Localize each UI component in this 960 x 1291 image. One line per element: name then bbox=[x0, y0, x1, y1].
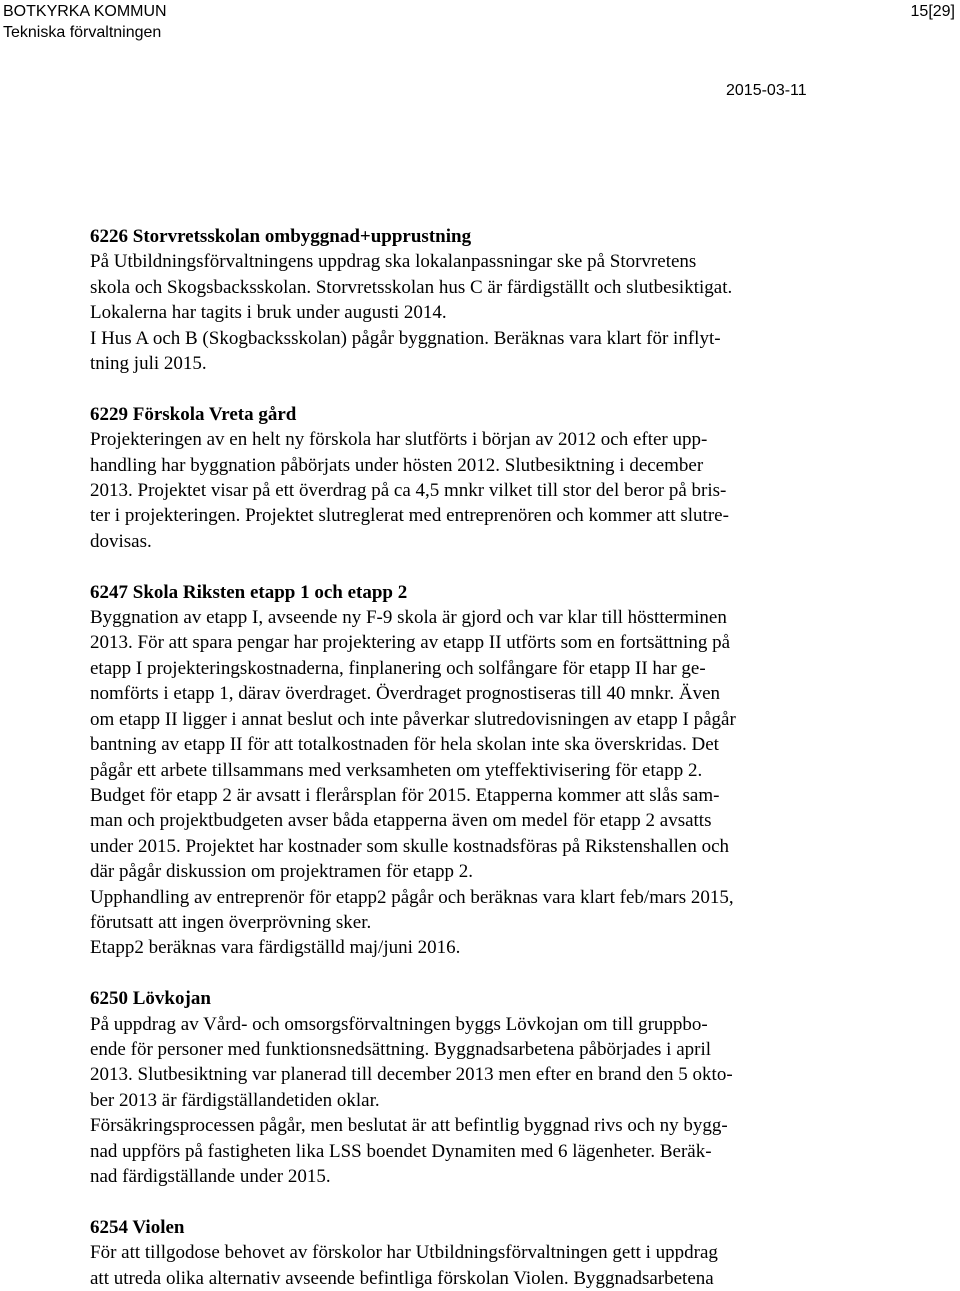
section-heading: 6250 Lövkojan bbox=[90, 988, 211, 1010]
body-line: att utreda olika alternativ avseende befintliga förskolan Violen. Byggnadsarbetena bbox=[90, 1267, 714, 1289]
body-line: dovisas. bbox=[90, 530, 152, 552]
body-line: förutsatt att ingen överprövning sker. bbox=[90, 911, 372, 933]
body-line: man och projektbudgeten avser båda etapperna även om medel för etapp 2 avsatts bbox=[90, 810, 712, 832]
section-gap bbox=[90, 1189, 890, 1214]
body-line: För att tillgodose behovet av förskolor har Utbildningsförvaltningen gett i uppdrag bbox=[90, 1242, 718, 1264]
body-line: där pågår diskussion om projektramen för etapp 2. bbox=[90, 861, 474, 883]
body-line: ter i projekteringen. Projektet slutreglerat med entreprenören och kommer att slutre- bbox=[90, 505, 729, 527]
body-line: om etapp II ligger i annat beslut och inte påverkar slutredovisningen av etapp I pågår bbox=[90, 708, 736, 730]
organization-name: BOTKYRKA KOMMUN bbox=[3, 3, 167, 20]
body-line: under 2015. Projektet har kostnader som skulle kostnadsföras på Rikstenshallen och bbox=[90, 835, 730, 857]
body-line: Projekteringen av en helt ny förskola har slutförts i början av 2012 och efter upp- bbox=[90, 429, 708, 451]
section-heading: 6254 Violen bbox=[90, 1216, 185, 1238]
body-line: nad uppförs på fastigheten lika LSS boendet Dynamiten med 6 lägenheter. Beräk- bbox=[90, 1140, 712, 1162]
body-line: Försäkringsprocessen pågår, men beslutat är att befintlig byggnad rivs och ny bygg- bbox=[90, 1115, 728, 1137]
section bbox=[90, 402, 890, 554]
section bbox=[90, 986, 890, 1189]
body-line: 2013. Slutbesiktning var planerad till december 2013 men efter en brand den 5 okto- bbox=[90, 1064, 733, 1086]
body-line: skola och Skogsbacksskolan. Storvretsskolan hus C är färdigställt och slutbesiktigat. bbox=[90, 276, 733, 298]
body-line: På Utbildningsförvaltningens uppdrag ska lokalanpassningar ske på Storvretens bbox=[90, 251, 697, 273]
department-name: Tekniska förvaltningen bbox=[3, 24, 162, 41]
body-line: nad färdigställande under 2015. bbox=[90, 1165, 331, 1187]
body-line: I Hus A och B (Skogbacksskolan) pågår byggnation. Beräknas vara klart för inflyt- bbox=[90, 327, 721, 349]
section-gap bbox=[90, 554, 890, 579]
section-heading: 6226 Storvretsskolan ombyggnad+upprustning bbox=[90, 226, 472, 247]
body-line: Budget för etapp 2 är avsatt i flerårsplan för 2015. Etapperna kommer att slås sam- bbox=[90, 784, 720, 806]
body-line: På uppdrag av Vård- och omsorgsförvaltningen byggs Lövkojan om till gruppbo- bbox=[90, 1013, 708, 1035]
body-line: 2013. Projektet visar på ett överdrag på ca 4,5 mnkr vilket till stor del beror på bris- bbox=[90, 480, 727, 502]
section-heading: 6229 Förskola Vreta gård bbox=[90, 403, 297, 425]
body-line: tning juli 2015. bbox=[90, 353, 207, 375]
body-line: nomförts i etapp 1, därav överdraget. Överdraget prognostiseras till 40 mnkr. Även bbox=[90, 683, 720, 705]
body-line: ber 2013 är färdigställandetiden oklar. bbox=[90, 1089, 380, 1111]
body-line: etapp I projekteringskostnaderna, finplanering och solfångare för etapp II har ge- bbox=[90, 657, 706, 679]
page-number: 15[29] bbox=[910, 3, 955, 20]
body-line: Upphandling av entreprenör för etapp2 pågår och beräknas vara klart feb/mars 2015, bbox=[90, 886, 734, 908]
section bbox=[90, 1215, 890, 1291]
body-line: Lokalerna har tagits i bruk under augusti 2014. bbox=[90, 302, 447, 324]
body-line: Byggnation av etapp I, avseende ny F-9 skola är gjord och var klar till höstterminen bbox=[90, 607, 727, 629]
section bbox=[90, 580, 890, 961]
body-line: ende för personer med funktionsnedsättning. Byggnadsarbetena påbörjades i april bbox=[90, 1038, 712, 1060]
section-heading: 6247 Skola Riksten etapp 1 och etapp 2 bbox=[90, 581, 408, 603]
section-gap bbox=[90, 376, 890, 401]
document-body bbox=[90, 224, 890, 1291]
body-line: 2013. För att spara pengar har projektering av etapp II utförts som en fortsättning på bbox=[90, 632, 731, 654]
section bbox=[90, 224, 890, 376]
section-gap bbox=[90, 961, 890, 986]
body-line: bantning av etapp II för att totalkostnaden för hela skolan inte ska överskridas. Det bbox=[90, 734, 719, 756]
body-line: handling har byggnation påbörjats under hösten 2012. Slutbesiktning i december bbox=[90, 454, 704, 476]
body-line: pågår ett arbete tillsammans med verksamheten om yteffektivisering för etapp 2. bbox=[90, 759, 703, 781]
document-date: 2015-03-11 bbox=[726, 82, 807, 99]
body-line: Etapp2 beräknas vara färdigställd maj/juni 2016. bbox=[90, 937, 461, 959]
